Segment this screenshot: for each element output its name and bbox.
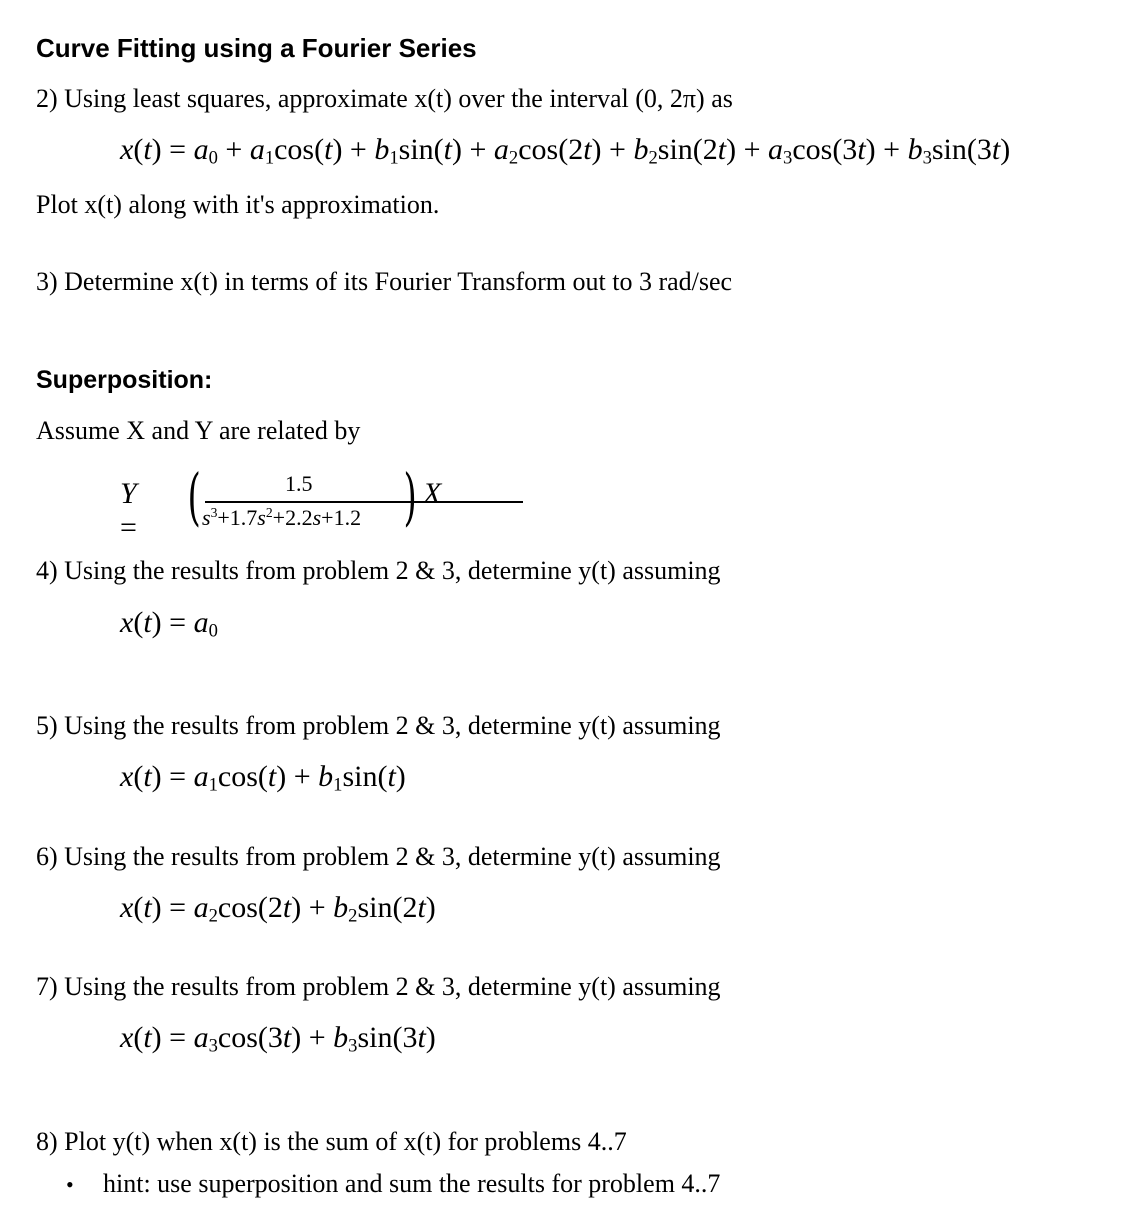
- equation-problem-7: $x(t) = a_3\cos(3t) + b_3\sin(3t)$: [120, 1021, 436, 1057]
- equation-problem-4: $x(t) = a_0$: [120, 606, 218, 642]
- problem-8-hint: hint: use superposition and sum the results for problem 4..7: [103, 1169, 721, 1198]
- equation-problem-5: $x(t) = a_1\cos(t) + b_1\sin(t)$: [120, 760, 406, 796]
- transfer-lhs: Y =: [120, 477, 137, 544]
- problem-2-text: 2) Using least squares, approximate x(t) over the interval (0, 2π) as: [36, 84, 733, 113]
- section-title-fourier: Curve Fitting using a Fourier Series: [36, 33, 477, 63]
- problem-2-followup: Plot x(t) along with it's approximation.: [36, 190, 440, 219]
- problem-3-text: 3) Determine x(t) in terms of its Fourier Transform out to 3 rad/sec: [36, 267, 733, 296]
- problem-7-text: 7) Using the results from problem 2 & 3, determine y(t) assuming: [36, 972, 721, 1001]
- right-paren: ): [403, 460, 417, 533]
- problem-6-text: 6) Using the results from problem 2 & 3, determine y(t) assuming: [36, 842, 721, 871]
- equation-problem-6: $x(t) = a_2\cos(2t) + b_2\sin(2t)$: [120, 891, 436, 927]
- equation-fourier-series: $x(t) = a_0 + a_1\cos(t) + b_1\sin(t) + a_2\cos(2t) + b_2\sin(2t) + a_3\cos(3t) + b_3\sin(3t)$: [120, 133, 1011, 169]
- transfer-numerator: 1.5: [285, 471, 313, 496]
- section-title-superposition: Superposition:: [36, 366, 213, 394]
- problem-4-text: 4) Using the results from problem 2 & 3, determine y(t) assuming: [36, 556, 721, 585]
- problem-8-text: 8) Plot y(t) when x(t) is the sum of x(t) for problems 4..7: [36, 1127, 627, 1156]
- superposition-intro: Assume X and Y are related by: [36, 416, 361, 445]
- transfer-denominator: $s^3+1.7s^2+2.2s+1.2$: [202, 504, 362, 530]
- transfer-rhs: X: [423, 477, 442, 510]
- left-paren: (: [187, 460, 201, 533]
- problem-5-text: 5) Using the results from problem 2 & 3, determine y(t) assuming: [36, 711, 721, 740]
- hint-bullet: •: [66, 1172, 74, 1197]
- fraction-bar: [205, 501, 523, 503]
